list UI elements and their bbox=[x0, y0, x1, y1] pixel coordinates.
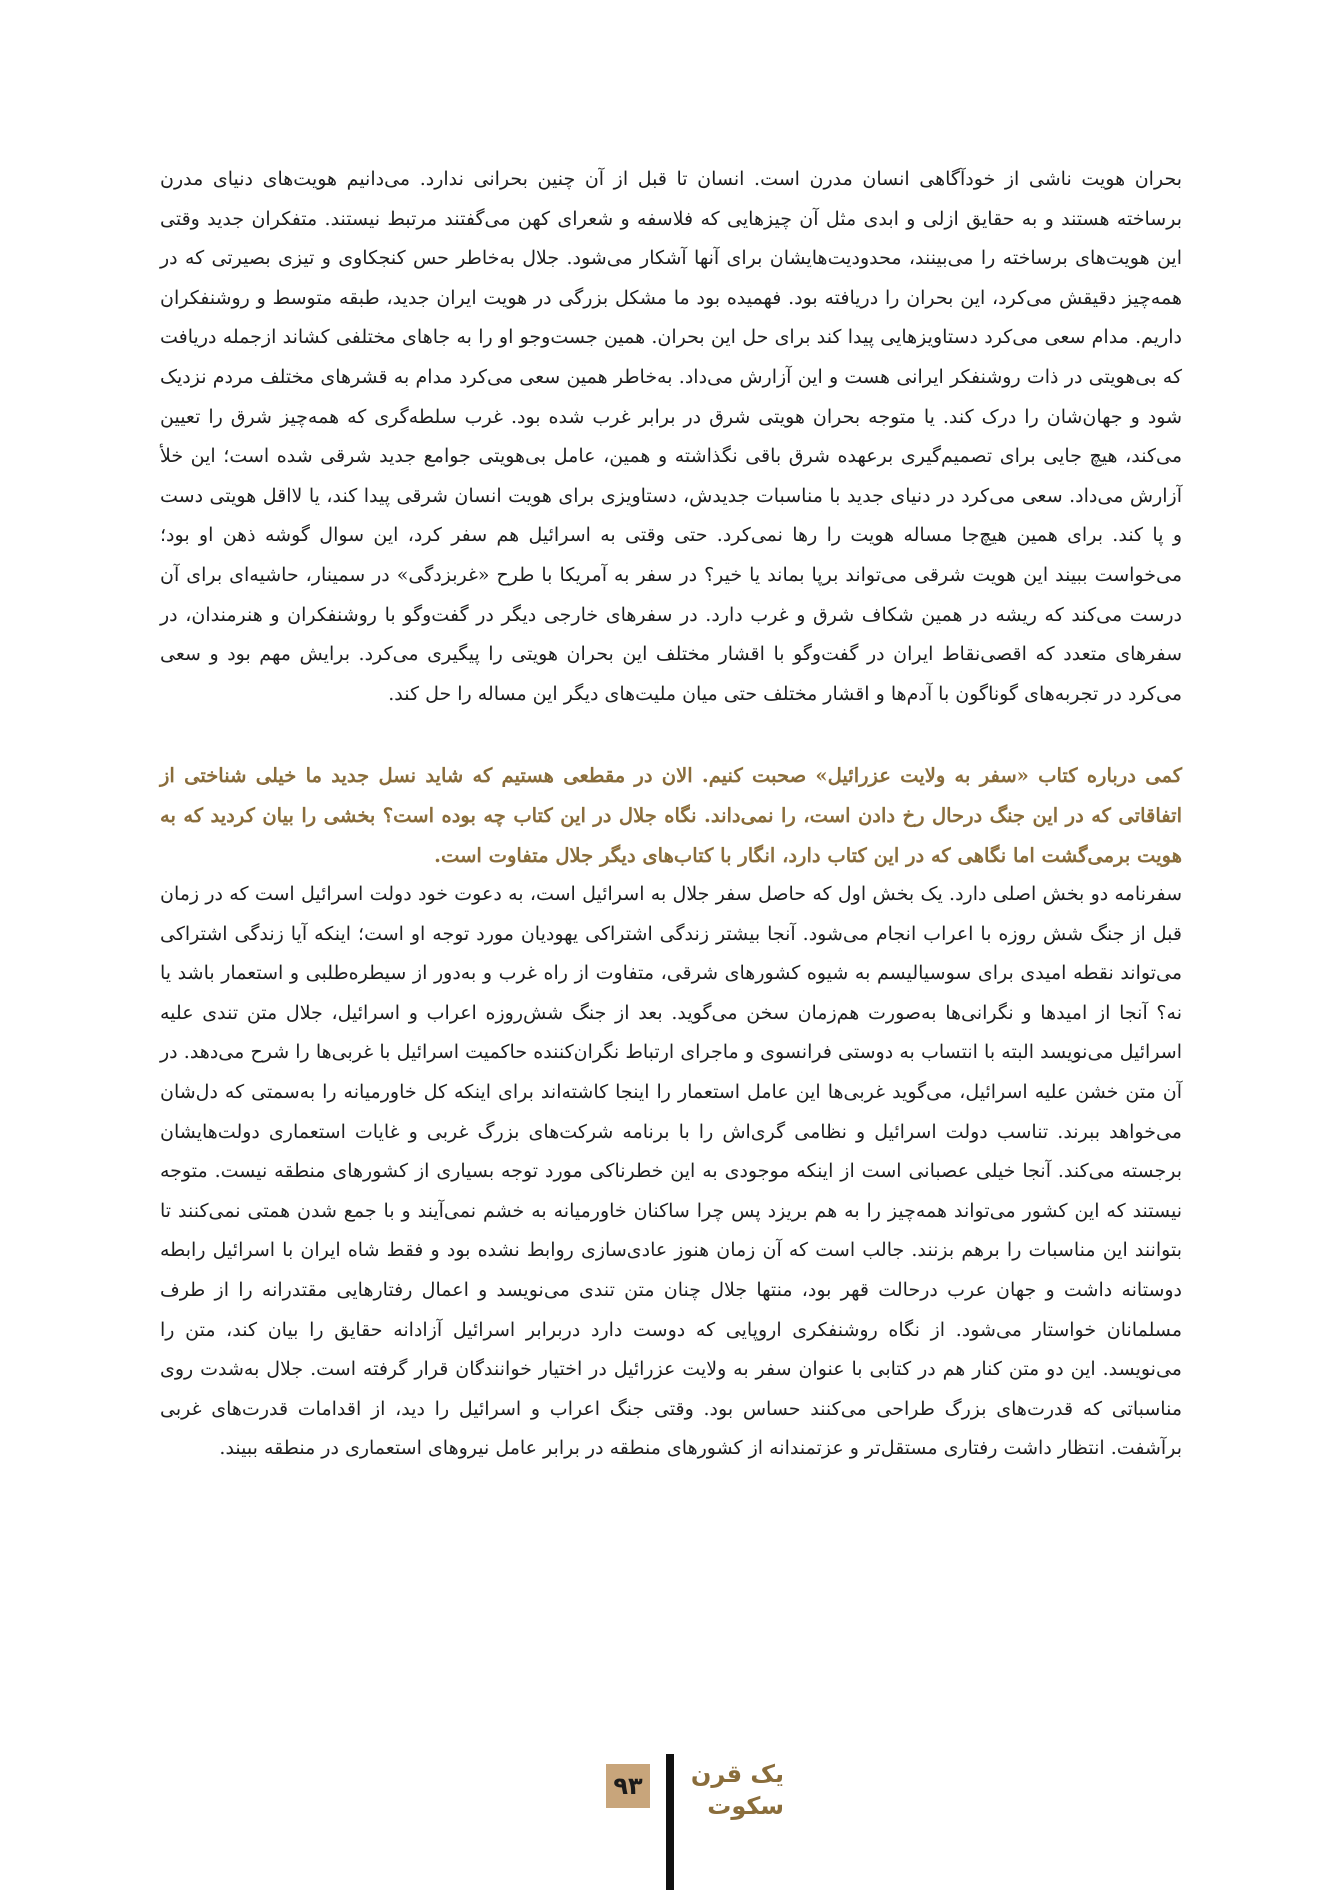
page-footer bbox=[0, 1750, 1339, 1890]
page-number: ۹۳ bbox=[606, 1764, 650, 1808]
book-title bbox=[684, 1758, 784, 1822]
footer-divider bbox=[666, 1754, 674, 1890]
article-body bbox=[160, 160, 1182, 1469]
body-paragraph-identity-crisis: بحران هویت ناشی از خودآگاهی انسان مدرن است. انسان تا قبل از آن چنین بحرانی ندارد. می‌دانیم هویت‌های دنیای مدرن برساخته هستند و به حقایق ازلی و ابدی مثل آن چیزهایی که فلاسفه و شعرای کهن می‌گفتند مرتبط نیستند. متفکران جدید وقتی این هویت‌های برساخته را می‌بینند، محدودیت‌هایشان برای آنها آشکار می‌شود. جلال به‌خاطر حس کنجکاوی و تیزی بصیرتی که در همه‌چیز دقیقش می‌کرد، این بحران را دریافته بود. فهمیده بود ما مشکل بزرگی در هویت ایران جدید، طبقه متوسط و روشنفکران داریم. مدام سعی می‌کرد دستاویزهایی پیدا کند برای حل این بحران. همین جست‌وجو او را به جاهای مختلفی کشاند ازجمله دریافت که بی‌هویتی در ذات روشنفکر ایرانی هست و این آزارش می‌داد. به‌خاطر همین سعی می‌کرد مدام به قشرهای مختلف مردم نزدیک شود و جهان‌شان را درک کند. یا متوجه بحران هویتی شرق در برابر غرب شده بود. غرب سلطه‌گری که همه‌چیز شرق را تعیین می‌کند، هیچ جایی برای تصمیم‌گیری برعهده شرق باقی نگذاشته و همین، عامل بی‌هویتی جوامع جدید شرقی شده است؛ این خلأ آزارش می‌داد. سعی می‌کرد در دنیای جدید با مناسبات جدیدش، دستاویزی برای هویت انسان شرقی پیدا کند، یا لااقل هویتی دست و پا کند. برای همین هیچ‌جا مساله هویت را رها نمی‌کرد. حتی وقتی به اسرائیل هم سفر کرد، این سوال گوشه ذهن او بود؛ می‌خواست ببیند این هویت شرقی می‌تواند برپا بماند یا خیر؟ در سفر به آمریکا با طرح «غربزدگی» در سمینار، حاشیه‌ای برای آن درست می‌کند که ریشه در همین شکاف شرق و غرب دارد. در سفرهای خارجی دیگر در گفت‌وگو با روشنفکران و هنرمندان، در سفرهای متعدد که اقصی‌نقاط ایران در گفت‌وگو با اقشار مختلف این بحران هویتی را پیگیری می‌کرد. برایش مهم بود و سعی می‌کرد در تجربه‌های گوناگون با آدم‌ها و اقشار مختلف حتی میان ملیت‌های دیگر این مساله را حل کند. bbox=[160, 168, 1182, 705]
book-title-line-2: سکوت bbox=[707, 1792, 784, 1820]
book-title-line-1: یک قرن bbox=[690, 1760, 784, 1788]
body-paragraph-travelogue: سفرنامه دو بخش اصلی دارد. یک بخش اول که حاصل سفر جلال به اسرائیل است، به دعوت خود دولت اسرائیل است که در زمان قبل از جنگ شش روزه با اعراب انجام می‌شود. آنجا بیشتر زندگی اشتراکی یهودیان مورد توجه او است؛ اینکه آیا زندگی اشتراکی می‌تواند نقطه امیدی برای سوسیالیسم به شیوه کشورهای شرقی، متفاوت از راه غرب و به‌دور از سیطره‌طلبی و استعمار باشد یا نه؟ آنجا از امیدها و نگرانی‌ها به‌صورت هم‌زمان سخن می‌گوید. بعد از جنگ شش‌روزه اعراب و اسرائیل، جلال متن تندی علیه اسرائیل می‌نویسد البته با انتساب به دوستی فرانسوی و ماجرای ارتباط نگران‌کننده حاکمیت اسرائیل با غربی‌ها را شرح می‌دهد. در آن متن خشن علیه اسرائیل، می‌گوید غربی‌ها این عامل استعمار را اینجا کاشته‌اند برای اینکه کل خاورمیانه را به‌سمتی که دل‌شان می‌خواهد ببرند. تناسب دولت اسرائیل و نظامی گری‌اش را با برنامه شرکت‌های بزرگ غربی و غایات استعماری دولت‌هایشان برجسته می‌کند. آنجا خیلی عصبانی است از اینکه موجودی به این خطرناکی مورد توجه بسیاری از کشورهای منطقه نیست. متوجه نیستند که این کشور می‌تواند همه‌چیز را به هم بریزد پس چرا ساکنان خاورمیانه به خشم نمی‌آیند و با جمع شدن همتی نمی‌کنند تا بتوانند این مناسبات را برهم بزنند. جالب است که آن زمان هنوز عادی‌سازی روابط نشده بود و فقط شاه ایران با اسرائیل رابطه دوستانه داشت و جهان عرب درحالت قهر بود، منتها جلال چنان متن تندی می‌نویسد و اعمال رفتارهایی مقتدرانه را از طرف مسلمانان خواستار می‌شود. از نگاه روشنفکری اروپایی که دوست دارد دربرابر اسرائیل آزادانه حقایق را بیان کند، متن را می‌نویسد. این دو متن کنار هم در کتابی با عنوان سفر به ولایت عزرائیل در اختیار خوانندگان قرار گرفته است. جلال به‌شدت روی مناسباتی که قدرت‌های بزرگ طراحی می‌کنند حساس بود. وقتی جنگ اعراب و اسرائیل را دید، از اقدامات قدرت‌های غربی برآشفت. انتظار داشت رفتاری مستقل‌تر و عزتمندانه از کشورهای منطقه در برابر عامل نیروهای استعماری در منطقه ببیند. bbox=[160, 883, 1183, 1460]
interview-question: کمی درباره کتاب «سفر به ولایت عزرائیل» صحبت کنیم. الان در مقطعی هستیم که شاید نسل جدید ما خیلی شناختی از اتفاقاتی که در این جنگ درحال رخ دادن است، را نمی‌داند. نگاه جلال در این کتاب چه بوده است؟ بخشی را بیان کردید که به هویت برمی‌گشت اما نگاهی که در این کتاب دارد، انگار با کتاب‌های دیگر جلال متفاوت است. bbox=[160, 764, 1182, 867]
